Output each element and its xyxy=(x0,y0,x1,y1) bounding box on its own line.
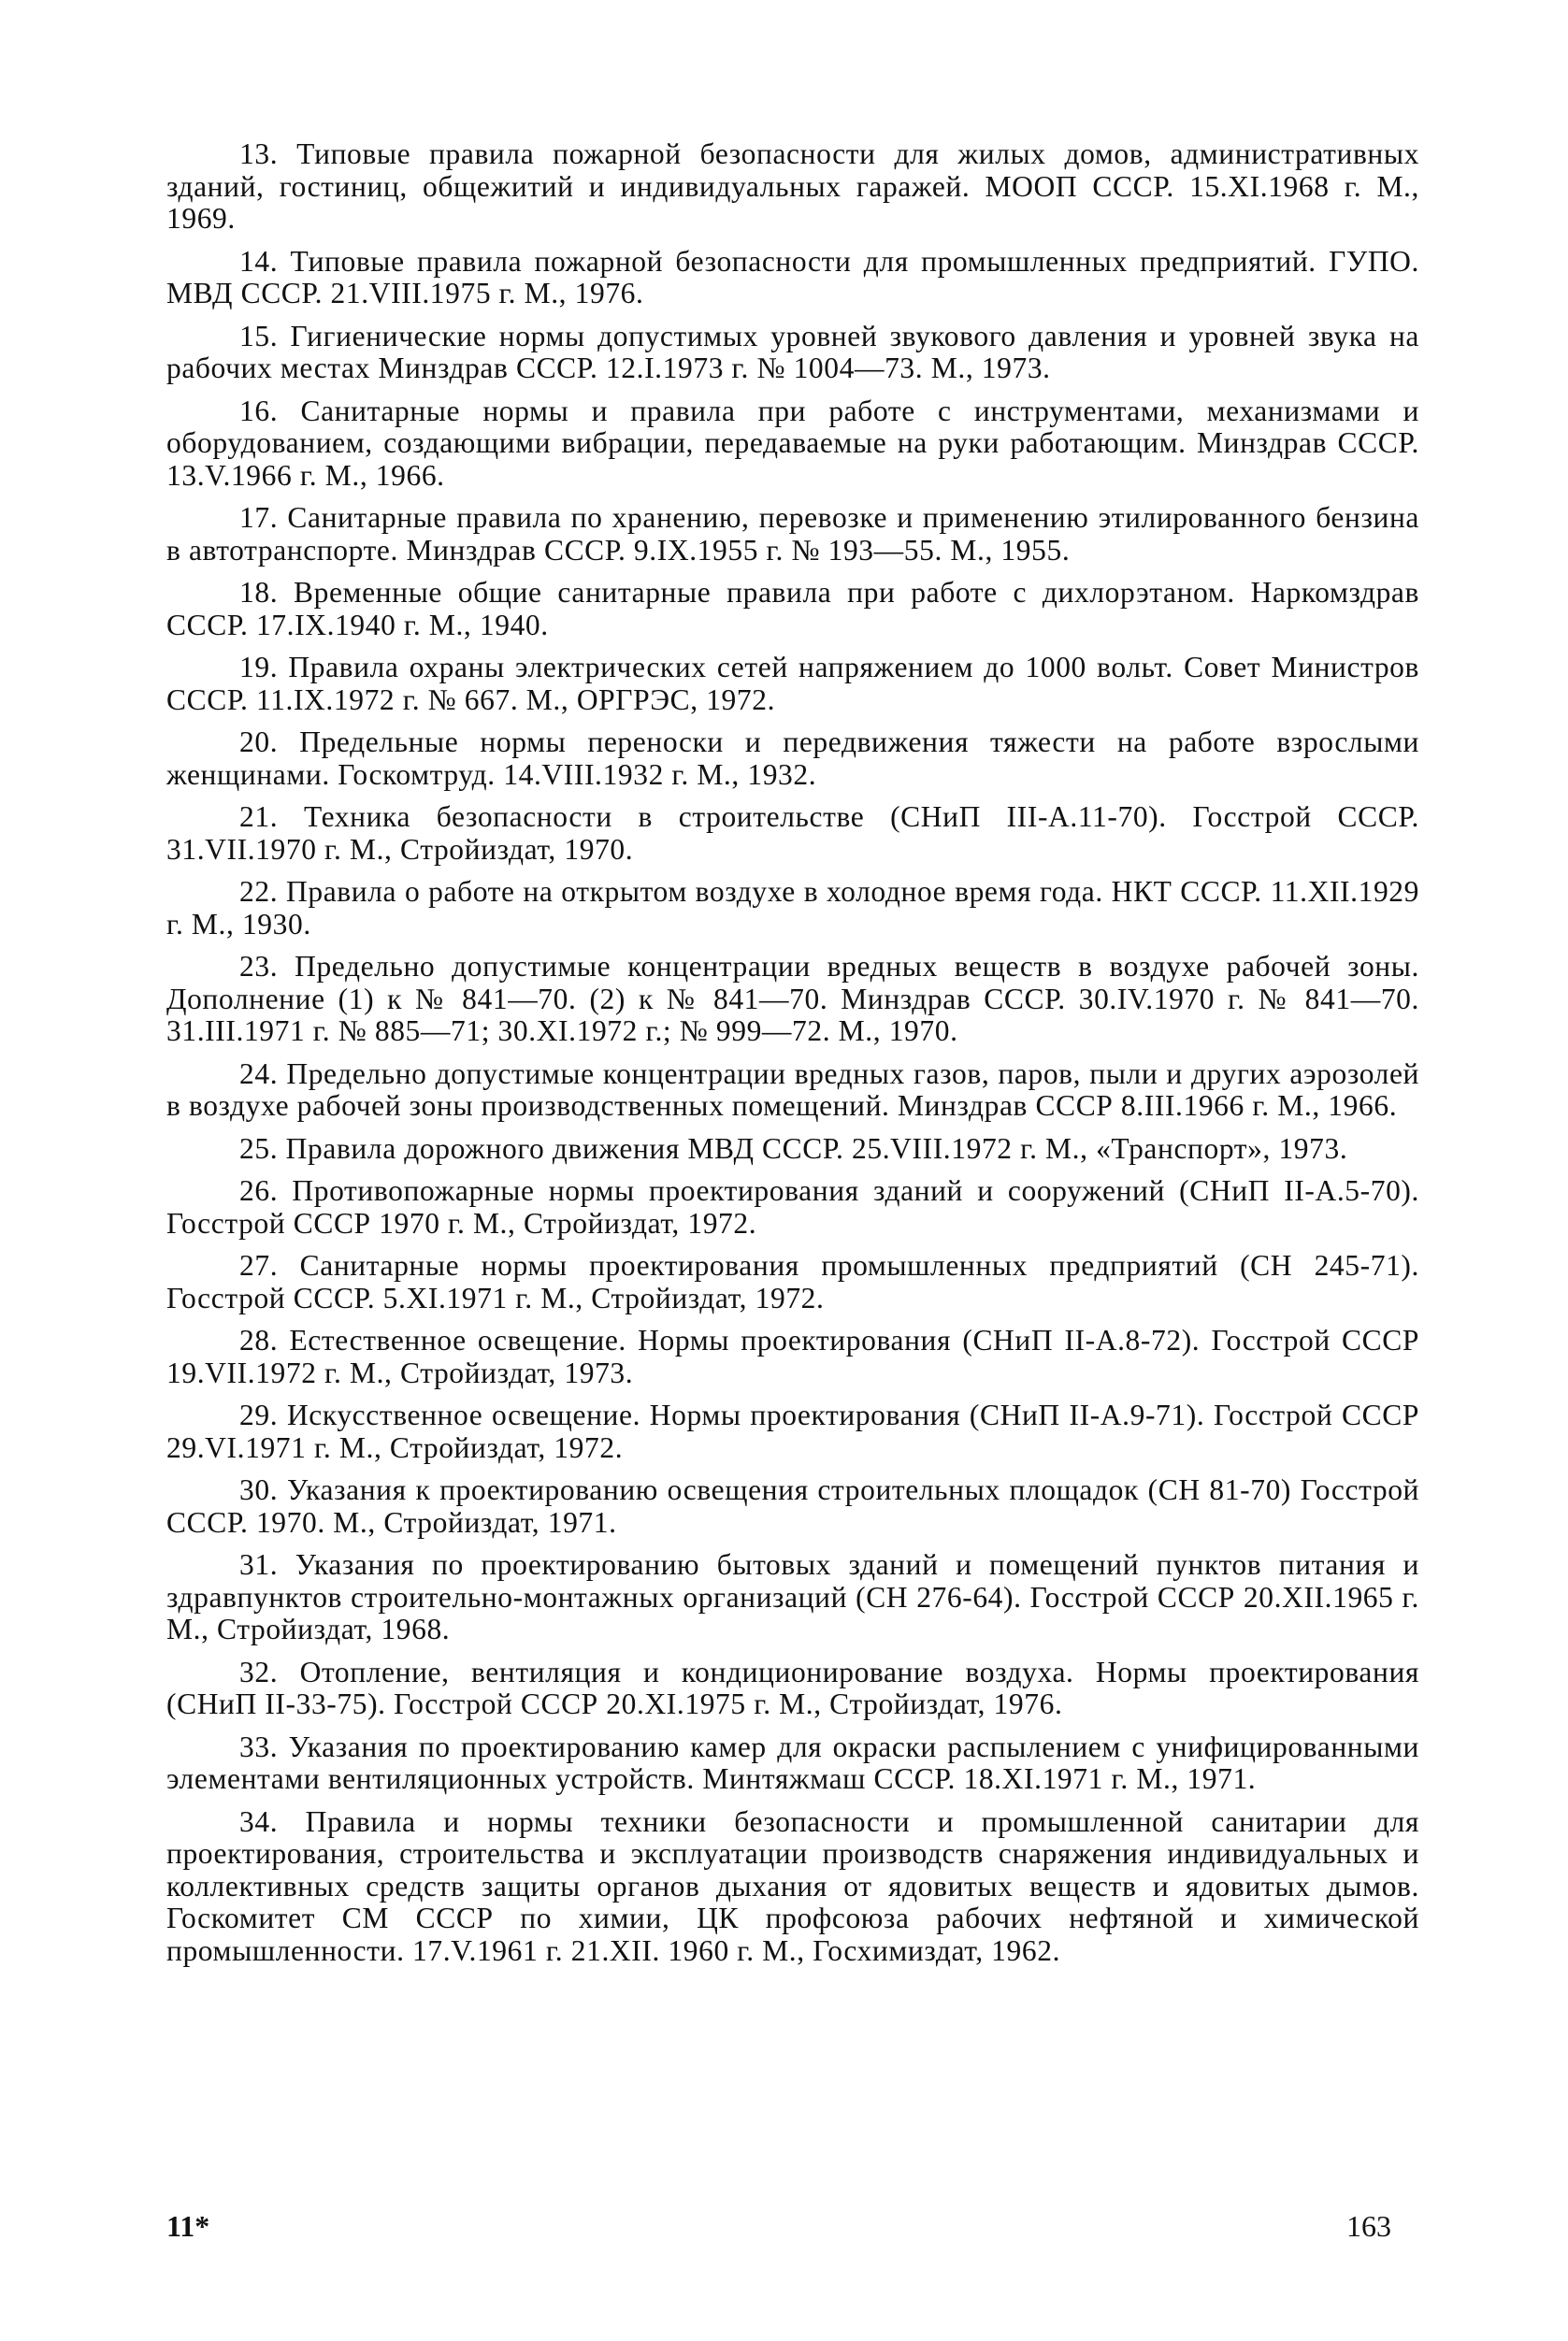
reference-list xyxy=(166,138,1419,1967)
reference-item xyxy=(166,726,1419,791)
reference-number: 33. xyxy=(239,1730,279,1763)
reference-item xyxy=(166,1806,1419,1968)
reference-item xyxy=(166,246,1419,310)
page-body xyxy=(166,138,1419,1977)
reference-number: 32. xyxy=(239,1655,279,1688)
reference-number: 16. xyxy=(239,394,279,427)
reference-number: 24. xyxy=(239,1056,279,1090)
reference-number: 30. xyxy=(239,1473,279,1506)
reference-text: Техника безопасности в строительстве (СНиП III-A.11-70). Госстрой СССР. 31.VII.1970 г. М., Стройиздат, 1970. xyxy=(166,800,1419,866)
reference-text: Временные общие санитарные правила при работе с дихлорэтаном. Наркомздрав СССР. 17.IX.1940 г. М., 1940. xyxy=(166,576,1419,641)
reference-text: Отопление, вентиляция и кондиционирование воздуха. Нормы проектирования (СНиП II-33-75). Госстрой СССР 20.XI.1975 г. М., Стройиздат, 1976. xyxy=(166,1655,1419,1720)
reference-number: 26. xyxy=(239,1174,279,1207)
page-footer xyxy=(166,2209,1419,2247)
reference-text: Естественное освещение. Нормы проектирования (СНиП II-A.8-72). Госстрой СССР 19.VII.1972 г. М., Стройиздат, 1973. xyxy=(166,1324,1419,1389)
reference-text: Противопожарные нормы проектирования зданий и сооружений (СНиП II-A.5-70). Госстрой СССР 1970 г. М., Стройиздат, 1972. xyxy=(166,1174,1420,1240)
reference-number: 22. xyxy=(239,875,279,908)
reference-number: 28. xyxy=(239,1324,279,1357)
reference-text: Санитарные нормы проектирования промышленных предприятий (СН 245-71). Госстрой СССР. 5.XI.1971 г. М., Стройиздат, 1972. xyxy=(166,1249,1419,1314)
reference-item xyxy=(166,577,1419,641)
reference-text: Указания по проектированию камер для окраски распылением с унифицированными элементами вентиляционных устройств. Минтяжмаш СССР. 18.XI.1971 г. М., 1971. xyxy=(166,1730,1419,1795)
reference-item xyxy=(166,138,1419,236)
reference-item xyxy=(166,1474,1419,1539)
reference-item xyxy=(166,1175,1419,1240)
reference-item xyxy=(166,502,1419,567)
reference-item xyxy=(166,652,1419,716)
reference-text: Типовые правила пожарной безопасности для промышленных предприятий. ГУПО. МВД СССР. 21.VIII.1975 г. М., 1976. xyxy=(166,244,1419,309)
reference-text: Правила охраны электрических сетей напряжением до 1000 вольт. Совет Министров СССР. 11.IX.1972 г. № 667. М., ОРГРЭС, 1972. xyxy=(166,651,1419,716)
reference-text: Санитарные правила по хранению, перевозке и применению этилированного бензина в автотранспорте. Минздрав СССР. 9.IX.1955 г. № 193—55. М., 1955. xyxy=(166,501,1419,567)
reference-item xyxy=(166,1731,1419,1796)
reference-number: 14. xyxy=(239,244,279,278)
reference-number: 34. xyxy=(239,1804,279,1838)
reference-item xyxy=(166,1250,1419,1314)
reference-item xyxy=(166,1549,1419,1646)
reference-text: Правила дорожного движения МВД СССР. 25.VIII.1972 г. М., «Транспорт», 1973. xyxy=(285,1131,1348,1165)
reference-text: Указания по проектированию бытовых зданий и помещений пунктов питания и здравпунктов строительно-монтажных организаций (СН 276-64). Госстрой СССР 20.XII.1965 г. М., Стройиздат, 1968. xyxy=(166,1548,1419,1645)
reference-text: Правила о работе на открытом воздухе в холодное время года. НКТ СССР. 11.XII.1929 г. М., 1930. xyxy=(166,875,1420,941)
reference-text: Типовые правила пожарной безопасности для жилых домов, административных зданий, гостиниц, общежитий и индивидуальных гаражей. МООП СССР. 15.XI.1968 г. М., 1969. xyxy=(166,137,1419,235)
reference-text: Предельные нормы переноски и передвижения тяжести на работе взрослыми женщинами. Госкомтруд. 14.VIII.1932 г. М., 1932. xyxy=(166,725,1419,791)
reference-number: 20. xyxy=(239,725,279,758)
reference-item xyxy=(166,395,1419,493)
reference-text: Указания к проектированию освещения строительных площадок (СН 81-70) Госстрой СССР. 1970. М., Стройиздат, 1971. xyxy=(166,1473,1419,1539)
reference-number: 15. xyxy=(239,319,279,352)
reference-text: Предельно допустимые концентрации вредных веществ в воздухе рабочей зоны. Дополнение (1) к № 841—70. (2) к № 841—70. Минздрав СССР. 30.IV.1970 г. № 841—70. 31.III.1971 г. № 885—71; 30.XI.1972 г.; № 999—72. М., 1970. xyxy=(166,950,1419,1047)
reference-item xyxy=(166,876,1419,941)
reference-number: 31. xyxy=(239,1548,279,1581)
reference-item xyxy=(166,801,1419,866)
reference-item xyxy=(166,1657,1419,1721)
reference-text: Правила и нормы техники безопасности и промышленной санитарии для проектирования, строительства и эксплуатации производств снаряжения индивидуальных и коллективных средств защиты органов дыхания от ядовитых веществ и ядовитых дымов. Госкомитет СМ СССР по химии, ЦК профсоюза рабочих нефтяной и химической промышленности. 17.V.1961 г. 21.XII. 1960 г. М., Госхимиздат, 1962. xyxy=(166,1804,1419,1967)
reference-number: 23. xyxy=(239,950,279,983)
reference-number: 25. xyxy=(239,1131,279,1165)
page-number: 163 xyxy=(1346,2209,1391,2243)
reference-item xyxy=(166,1325,1419,1389)
reference-number: 17. xyxy=(239,501,279,534)
signature-mark: 11* xyxy=(166,2209,210,2243)
reference-item xyxy=(166,321,1419,385)
reference-item xyxy=(166,1133,1419,1166)
reference-number: 13. xyxy=(239,137,279,170)
reference-number: 21. xyxy=(239,800,279,833)
reference-item xyxy=(166,1400,1419,1464)
reference-text: Предельно допустимые концентрации вредных газов, паров, пыли и других аэрозолей в воздухе рабочей зоны производственных помещений. Минздрав СССР 8.III.1966 г. М., 1966. xyxy=(166,1056,1419,1122)
reference-item xyxy=(166,951,1419,1048)
reference-text: Санитарные нормы и правила при работе с инструментами, механизмами и оборудованием, создающими вибрации, передаваемые на руки работающим. Минздрав СССР. 13.V.1966 г. М., 1966. xyxy=(166,394,1419,492)
reference-number: 18. xyxy=(239,576,279,609)
reference-number: 19. xyxy=(239,651,279,683)
reference-text: Гигиенические нормы допустимых уровней звукового давления и уровней звука на рабочих местах Минздрав СССР. 12.I.1973 г. № 1004—73. М., 1973. xyxy=(166,319,1419,384)
reference-number: 29. xyxy=(239,1399,279,1431)
reference-text: Искусственное освещение. Нормы проектирования (СНиП II-A.9-71). Госстрой СССР 29.VI.1971 г. М., Стройиздат, 1972. xyxy=(166,1399,1419,1464)
reference-item xyxy=(166,1058,1419,1123)
reference-number: 27. xyxy=(239,1249,279,1282)
